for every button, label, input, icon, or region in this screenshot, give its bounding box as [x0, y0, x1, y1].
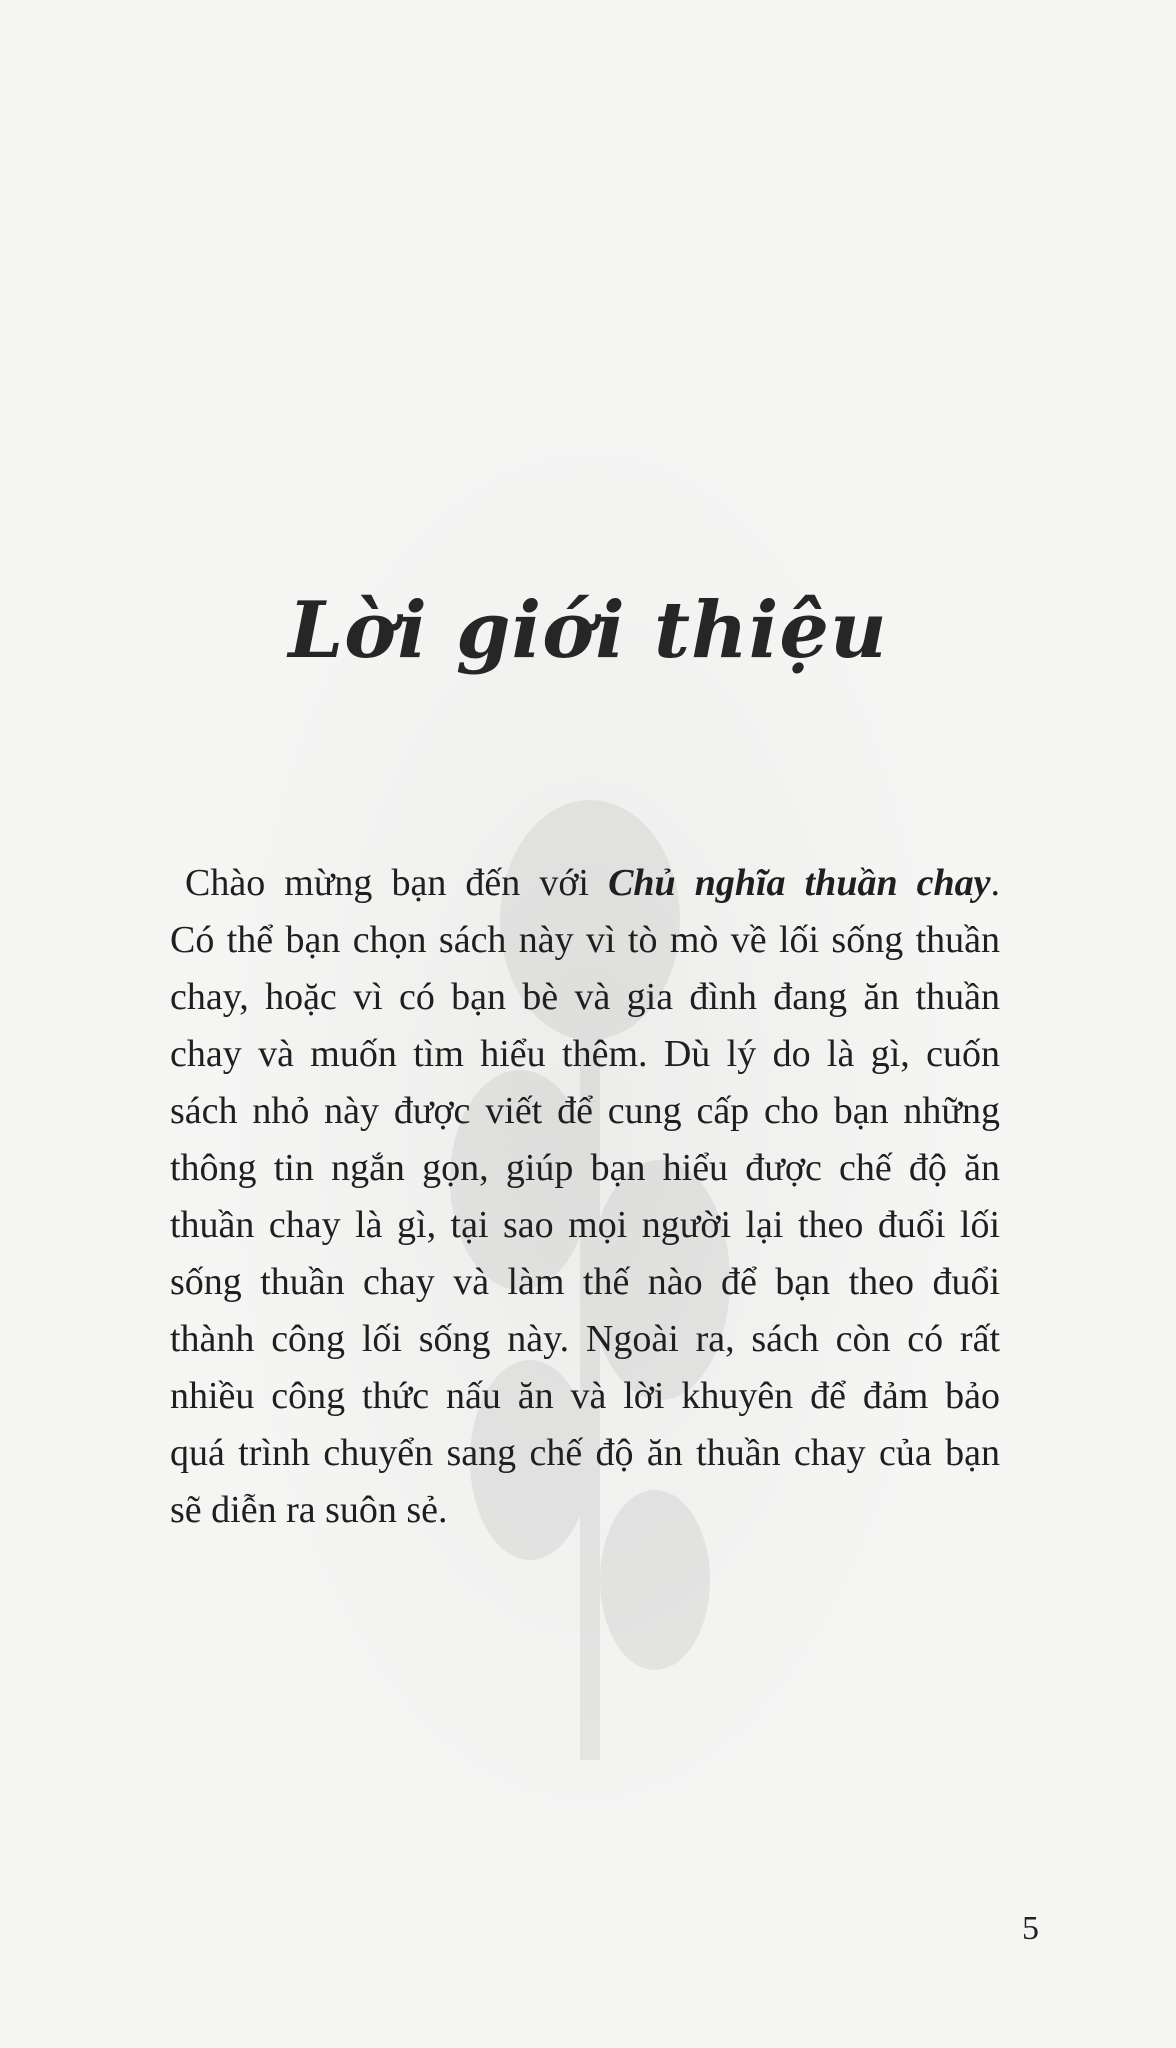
page-title: Lời giới thiệu [288, 585, 888, 676]
paragraph-line: thông tin ngắn gọn, giúp bạn hiểu được chế độ ăn [170, 1147, 1000, 1189]
page-number: 5 [1022, 1910, 1039, 1947]
paragraph-line [170, 855, 1000, 912]
paragraph-line: quá trình chuyển sang chế độ ăn thuần chay của bạn [170, 1432, 1000, 1474]
line1-prefix: Chào mừng bạn đến với [185, 862, 609, 904]
paragraph-line: thành công lối sống này. Ngoài ra, sách còn có rất [170, 1318, 1000, 1360]
paragraph-line: sách nhỏ này được viết để cung cấp cho bạn những [170, 1090, 1000, 1132]
paragraph-line: Có thể bạn chọn sách này vì tò mò về lối sống thuần [170, 919, 1000, 961]
paragraph-line: sống thuần chay và làm thế nào để bạn theo đuổi [170, 1261, 1000, 1303]
book-title-emphasis: Chủ nghĩa thuần chay [608, 862, 991, 904]
paragraph-line: nhiều công thức nấu ăn và lời khuyên để đảm bảo [170, 1375, 1000, 1417]
line1-suffix: . [990, 862, 1001, 904]
intro-paragraph [170, 855, 1000, 1539]
paragraph-line: chay, hoặc vì có bạn bè và gia đình đang ăn thuần [170, 976, 1000, 1018]
paragraph-line: sẽ diễn ra suôn sẻ. [170, 1489, 448, 1531]
paragraph-line: thuần chay là gì, tại sao mọi người lại theo đuổi lối [170, 1204, 1000, 1246]
paragraph-line: chay và muốn tìm hiểu thêm. Dù lý do là gì, cuốn [170, 1033, 1000, 1075]
